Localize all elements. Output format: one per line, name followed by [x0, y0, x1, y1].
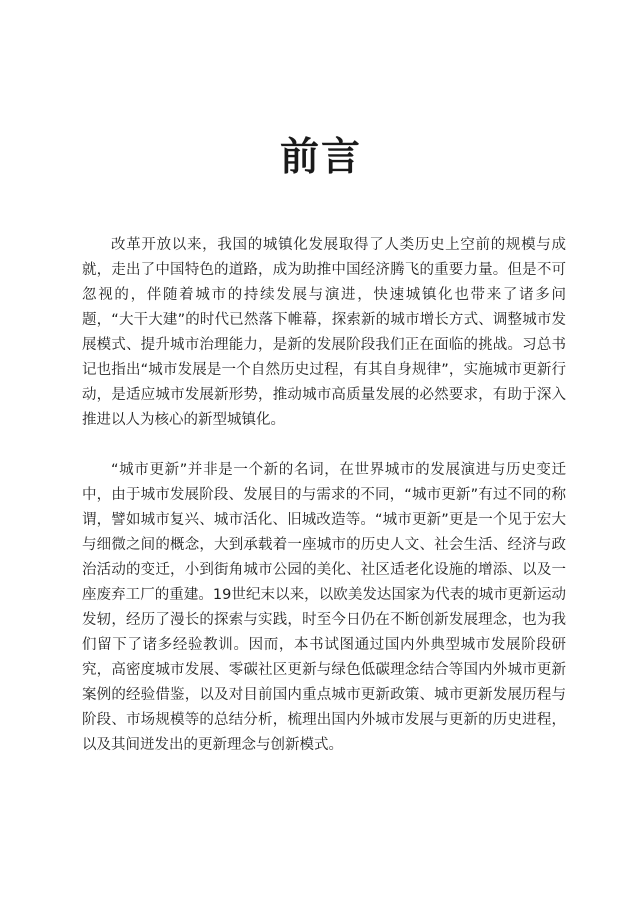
page-title: 前言 — [279, 134, 362, 181]
preface-body — [82, 233, 566, 758]
paragraph-1: 改革开放以来，我国的城镇化发展取得了人类历史上空前的规模与成就，走出了中国特色的道路，成为助推中国经济腾飞的重要力量。但是不可忽视的，伴随着城市的持续发展与演进，快速城镇化也带来了诸多问题，“大干大建”的时代已然落下帷幕，探索新的城市增长方式、调整城市发展模式、提升城市治理能力，是新的发展阶段我们正在面临的挑战。习总书记也指出“城市发展是一个自然历史过程，有其自身规律”，实施城市更新行动，是适应城市发展新形势，推动城市高质量发展的必然要求，有助于深入推进以人为核心的新型城镇化。 — [82, 237, 566, 428]
paragraph-2: “城市更新”并非是一个新的名词，在世界城市的发展演进与历史变迁中，由于城市发展阶段、发展目的与需求的不同，“城市更新”有过不同的称谓，譬如城市复兴、城市活化、旧城改造等。“城市更新”更是一个见于宏大与细微之间的概念，大到承载着一座城市的历史人文、社会生活、经济与政治活动的变迁，小到街角城市公园的美化、社区适老化设施的增添、以及一座废弃工厂的重建。19世纪末以来，以欧美发达国家为代表的城市更新运动发轫，经历了漫长的探索与实践，时至今日仍在不断创新发展理念，也为我们留下了诸多经验教训。因而，本书试图通过国内外典型城市发展阶段研究，高密度城市发展、零碳社区更新与绿色低碳理念结合等国内外城市更新案例的经验借鉴，以及对目前国内重点城市更新政策、城市更新发展历程与阶段、市场规模等的总结分析，梳理出国内外城市发展与更新的历史进程，以及其间迸发出的更新理念与创新模式。 — [82, 462, 566, 753]
